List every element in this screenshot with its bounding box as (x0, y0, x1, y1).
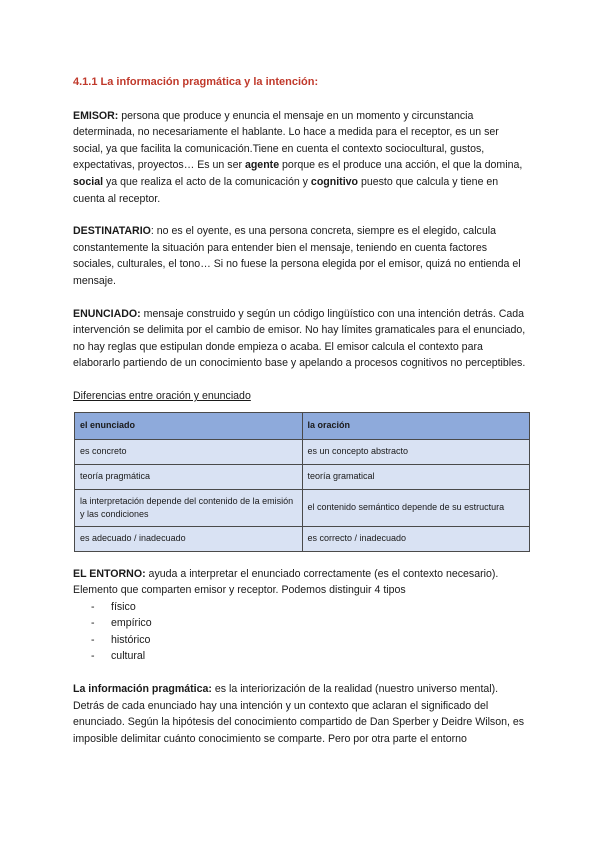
list-item-label: cultural (111, 650, 146, 663)
enunciado-term: ENUNCIADO: (73, 307, 141, 320)
info-pragmatica-paragraph (73, 681, 530, 747)
table-cell: teoría gramatical (302, 464, 530, 489)
list-item (91, 615, 530, 632)
table-cell: la interpretación depende del contenido de la emisión y las condiciones (75, 489, 303, 526)
section-heading: 4.1.1 La información pragmática y la intención: (73, 76, 319, 88)
emisor-bold-cognitivo: cognitivo (310, 175, 359, 188)
emisor-text-1: persona que produce y enuncia el mensaje en un momento y circunstancia determinada, no necesariamente el hablante. Lo hace a medida para el receptor, es un ser social, ya que facilita la comunicación.Tiene en cuenta el contexto sociocultural, gustos, expectativas, proyectos… Es un ser (73, 109, 499, 172)
info-pragmatica-block (73, 681, 530, 747)
entorno-text: ayuda a interpretar el enunciado correctamente (es el contexto necesario). Elemento que comparten emisor y receptor. Podemos distinguir 4 tipos (73, 567, 499, 597)
dash-bullet: - (91, 600, 95, 613)
table-cell: es concreto (75, 439, 303, 464)
emisor-term: EMISOR: (73, 109, 119, 122)
destinatario-term: DESTINATARIO (73, 225, 151, 238)
enunciado-paragraph (73, 306, 530, 372)
diferencias-title: Diferencias entre oración y enunciado (73, 389, 251, 402)
table-cell: el contenido semántico depende de su estructura (302, 489, 530, 526)
entorno-paragraph (73, 566, 530, 599)
list-item (91, 632, 530, 649)
list-item-label: físico (111, 600, 136, 613)
table-header-cell: la oración (302, 412, 530, 439)
dash-bullet: - (91, 650, 95, 663)
emisor-text-3: ya que realiza el acto de la comunicación y (103, 175, 311, 188)
table-row (75, 489, 530, 526)
table-header-row (75, 412, 530, 439)
entorno-tipos-list (73, 599, 530, 665)
entorno-term: EL ENTORNO: (73, 567, 146, 580)
destinatario-paragraph (73, 223, 530, 289)
list-item (91, 648, 530, 665)
emisor-text-2: porque es el produce una acción, el que la domina, (279, 159, 523, 172)
table-row (75, 464, 530, 489)
comparison-table (74, 412, 530, 552)
destinatario-text: : no es el oyente, es una persona concreta, siempre es el elegido, calcula constantemente la situación para entender bien el mensaje, teniendo en cuenta factores sociales, culturales, el tono… Si no fuese la persona elegida por el emisor, quizá no entienda el mensaje. (73, 225, 521, 287)
table-row (75, 439, 530, 464)
info-pragmatica-term: La información pragmática: (73, 683, 212, 696)
table-cell: es correcto / inadecuado (302, 526, 530, 551)
emisor-text-4: puesto que calcula y tiene en cuenta al receptor. (73, 175, 499, 205)
dash-bullet: - (91, 633, 95, 646)
table-cell: es adecuado / inadecuado (75, 526, 303, 551)
dash-bullet: - (91, 617, 95, 630)
table-header-cell: el enunciado (75, 412, 303, 439)
list-item-label: histórico (111, 633, 151, 646)
info-pragmatica-text: es la interiorización de la realidad (nuestro universo mental). Detrás de cada enunciado hay una intención y un contexto que aclaran el significado del enunciado. Según la hipótesis del conocimiento compartido de Dan Sperber y Deidre Wilson, es imposible delimitar cuánto conocimiento se comparte. Pero por otra parte el entorno (73, 683, 525, 745)
list-item (91, 599, 530, 616)
emisor-bold-agente: agente (244, 159, 280, 172)
emisor-paragraph (73, 108, 530, 208)
emisor-bold-social: social (73, 175, 104, 188)
table-cell: es un concepto abstracto (302, 439, 530, 464)
table-row (75, 526, 530, 551)
table-cell: teoría pragmática (75, 464, 303, 489)
list-item-label: empírico (111, 617, 152, 630)
enunciado-text: mensaje construido y según un código lingüístico con una intención detrás. Cada intervención se delimita por el cambio de emisor. No hay límites gramaticales para el enunciado, no hay reglas que estipulan donde empieza o acaba. El emisor calcula el contexto para elaborarlo partiendo de un conocimiento base y apelando a procesos cognitivos no perceptibles. (73, 307, 526, 370)
